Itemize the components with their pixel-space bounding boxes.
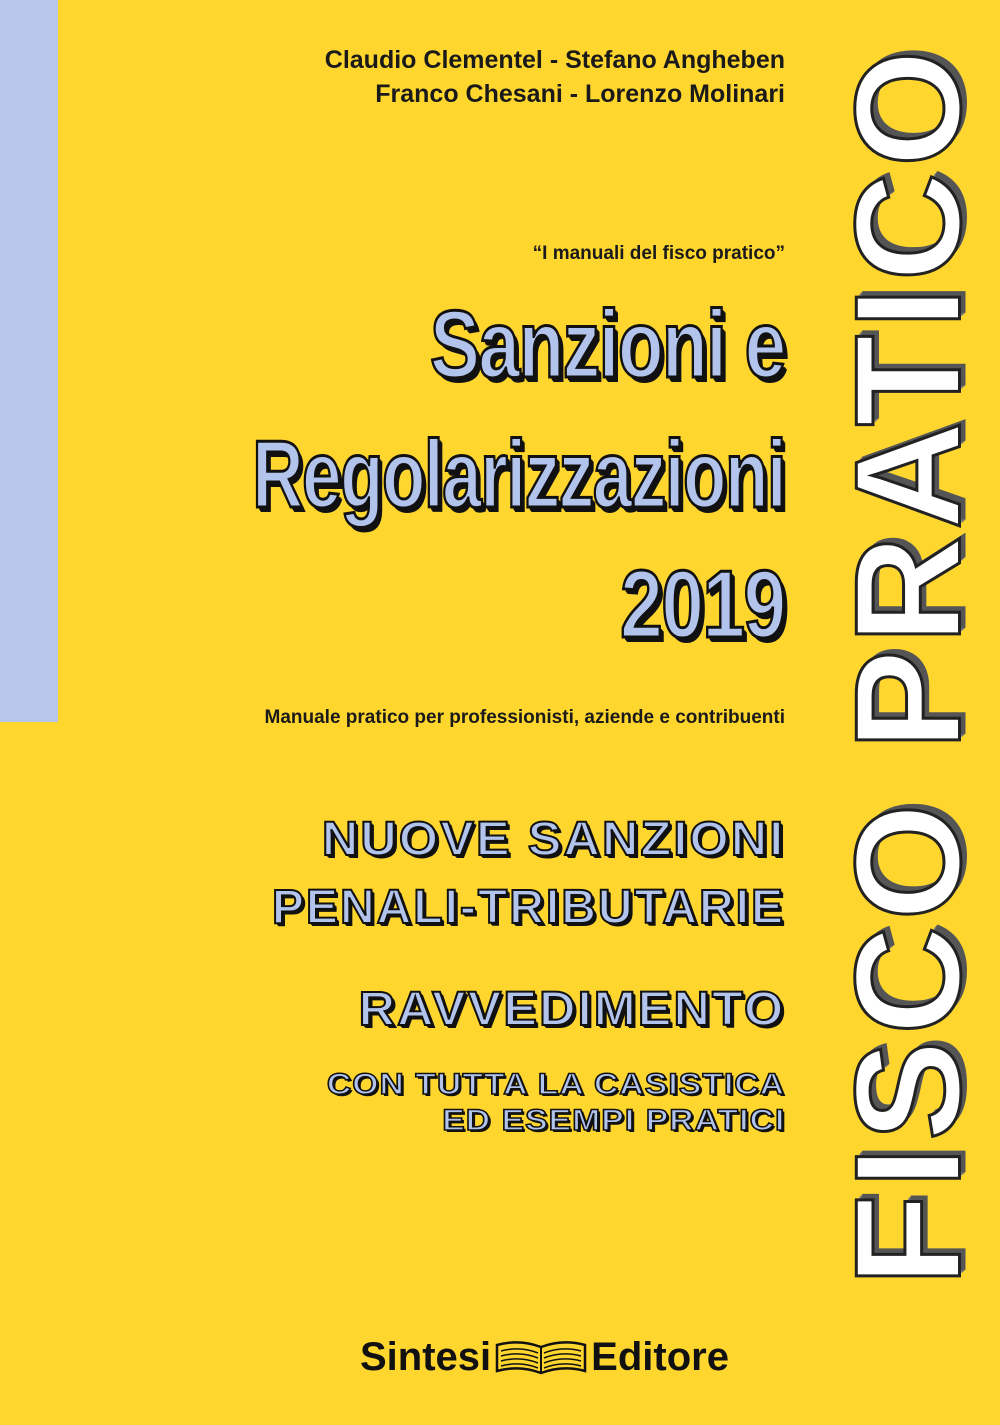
publisher-name-right: Editore xyxy=(591,1334,729,1379)
title-line-1: Sanzioni e xyxy=(430,291,785,398)
highlight-line-1: NUOVE SANZIONI xyxy=(321,813,785,866)
open-book-icon xyxy=(495,1337,587,1377)
vertical-series-text: FISCO PRATICO xyxy=(823,44,992,1286)
vertical-series-title xyxy=(823,44,992,1286)
highlight-line-5: ED ESEMPI PRATICI xyxy=(441,1104,785,1137)
blue-band xyxy=(0,0,58,722)
title-year: 2019 xyxy=(620,551,785,658)
subtitle: Manuale pratico per professionisti, aziende e contribuenti xyxy=(264,707,785,728)
publisher-logo xyxy=(360,1332,790,1382)
authors-line-1: Claudio Clementel - Stefano Angheben xyxy=(324,46,785,74)
highlight-line-2: PENALI-TRIBUTARIE xyxy=(271,881,785,934)
authors-line-2: Franco Chesani - Lorenzo Molinari xyxy=(375,80,785,108)
highlight-line-3: RAVVEDIMENTO xyxy=(358,983,785,1036)
publisher-name-left: Sintesi xyxy=(360,1334,492,1379)
title-line-2: Regolarizzazioni xyxy=(252,421,785,528)
series-name: “I manuali del fisco pratico” xyxy=(532,243,785,264)
highlight-line-4: CON TUTTA LA CASISTICA xyxy=(326,1068,785,1101)
